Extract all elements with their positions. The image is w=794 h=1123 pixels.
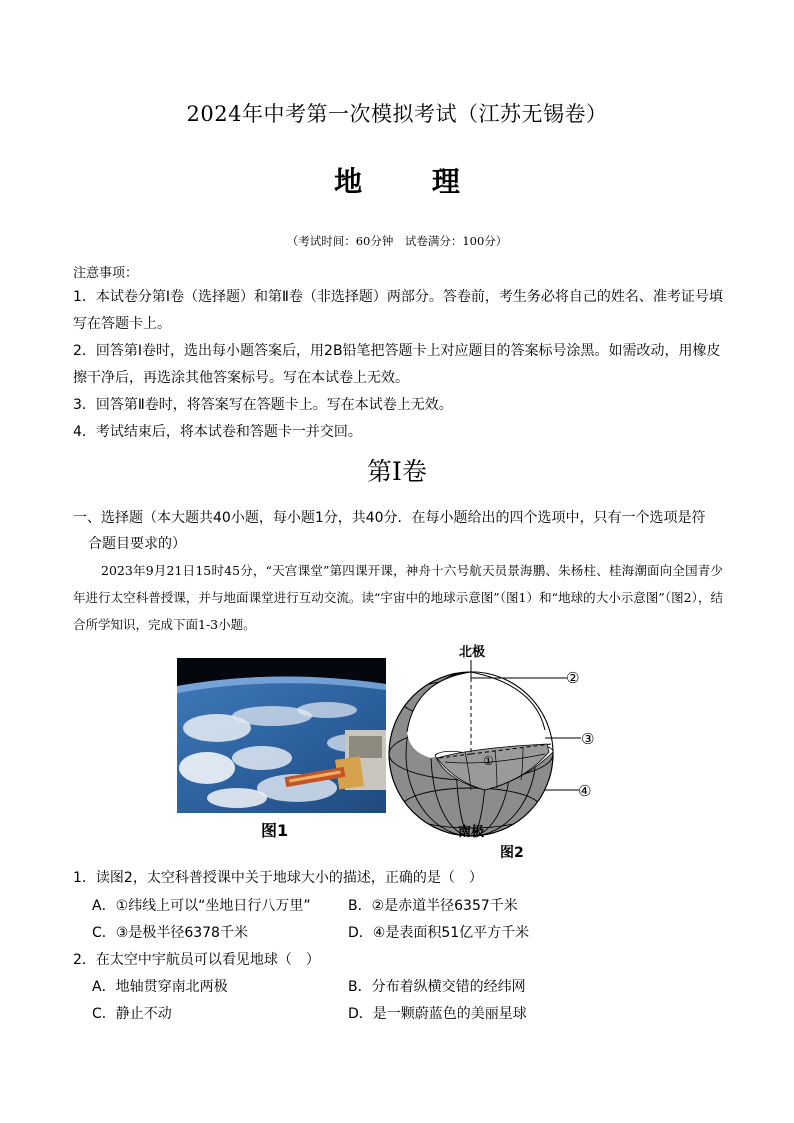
- subject-title: 地 理: [334, 165, 490, 198]
- figure-1-caption: 图1: [261, 821, 289, 840]
- exam-title: 2024年中考第一次模拟考试（江苏无锡卷）: [186, 102, 608, 126]
- question-2-stem: 2．在太空中宇航员可以看见地球（ ）: [73, 952, 320, 968]
- section-line: 一、选择题（本大题共40小题，每小题1分，共40分．在每小题给出的四个选项中，只有一个选项是符: [73, 510, 706, 526]
- question-1-option-a: A．①纬线上可以“坐地日行八万里”: [92, 898, 311, 914]
- north-pole-label: 北极: [459, 645, 486, 660]
- question-2-option-a: A．地轴贯穿南北两极: [92, 979, 228, 995]
- section-line: 合题目要求的）: [88, 536, 186, 552]
- exam-info: （考试时间：60分钟 试卷满分：100分）: [286, 234, 508, 248]
- question-2-option-c: C．静止不动: [92, 1006, 172, 1022]
- south-pole-label: 南极: [458, 825, 485, 840]
- earth-sphere-diagram: [385, 640, 615, 860]
- part-title: 第Ⅰ卷: [367, 457, 427, 486]
- marker-3: ③: [581, 730, 595, 748]
- earth-from-space-photo: [177, 658, 386, 813]
- earth-size-diagram: [385, 640, 615, 860]
- question-1-option-c: C．③是极半径6378千米: [92, 925, 248, 941]
- section-heading: [73, 505, 723, 557]
- notice-heading: 注意事项：: [73, 266, 139, 281]
- notice-item: 4．考试结束后，将本试卷和答题卡一并交回。: [73, 424, 362, 440]
- notice-item: 2．回答第Ⅰ卷时，选出每小题答案后，用2B铅笔把答题卡上对应题目的答案标号涂黑。如需改动，用橡皮擦干净后，再选涂其他答案标号。写在本试卷上无效。: [73, 343, 721, 386]
- question-2-option-b: B．分布着纵横交错的经纬网: [348, 979, 526, 995]
- marker-1: ①: [483, 754, 494, 768]
- notice-item: 3．回答第Ⅱ卷时，将答案写在答题卡上。写在本试卷上无效。: [73, 397, 453, 413]
- earth-photo-image: [177, 658, 386, 813]
- question-2-option-d: D．是一颗蔚蓝色的美丽星球: [348, 1006, 527, 1022]
- question-1-stem: 1．读图2，太空科普授课中关于地球大小的描述，正确的是（ ）: [73, 870, 483, 886]
- question-1-option-b: B．②是赤道半径6357千米: [348, 898, 518, 914]
- marker-4: ④: [578, 782, 592, 800]
- marker-2: ②: [566, 669, 580, 687]
- figure-2-caption: 图2: [500, 845, 524, 860]
- notice-item: 1．本试卷分第Ⅰ卷（选择题）和第Ⅱ卷（非选择题）两部分。答卷前，考生务必将自己的姓名、准考证号填写在答题卡上。: [73, 289, 723, 332]
- question-1-option-d: D．④是表面积51亿平方千米: [348, 925, 530, 941]
- reading-passage: 2023年9月21日15时45分，“天宫课堂”第四课开课，神舟十六号航天员景海鹏、朱杨柱、桂海潮面向全国青少年进行太空科普授课，并与地面课堂进行互动交流。读“宇宙中的地球示意图”（图1）和“地球的大小示意图”（图2），结合所学知识，完成下面1-3小题。: [73, 563, 723, 632]
